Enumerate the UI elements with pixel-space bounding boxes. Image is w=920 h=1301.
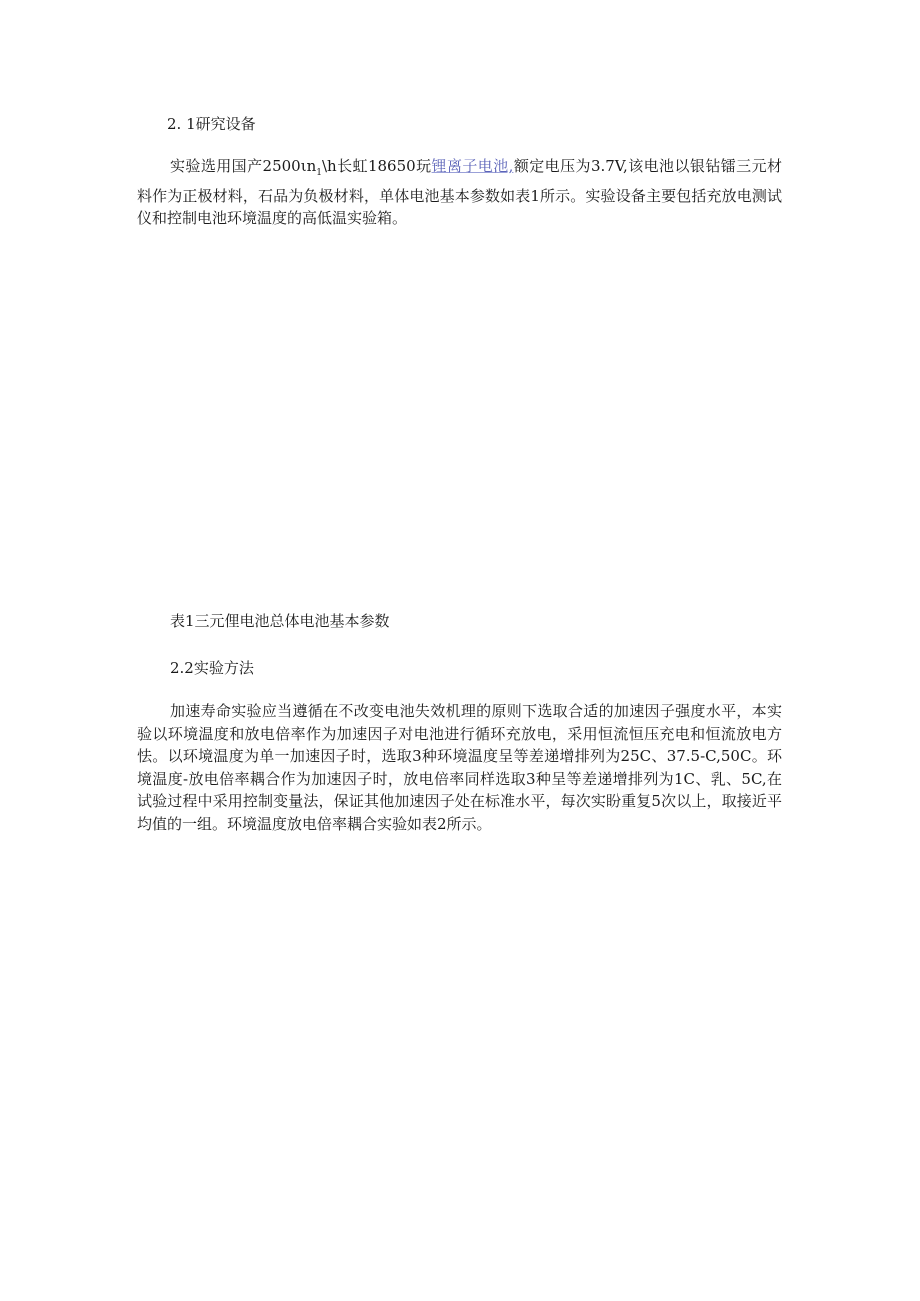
section-heading-2-1: 2. 1研究设备	[167, 115, 256, 133]
section-heading-2-2: 2.2实验方法	[170, 659, 254, 677]
paragraph-text-end: 额定电压为3.7V,该电池以银钻镭三元材料作为正极材料，石品为负极材料，单体电池基本参数如表1所示。实验设备主要包括充放电测试仪和控制电池环境温度的高低温实验箱。	[137, 157, 782, 227]
paragraph-subscript: 1	[316, 168, 322, 178]
paragraph-text-start: 实验选用国产2500ιn	[170, 157, 317, 175]
lithium-battery-link[interactable]: 锂离子电池,	[431, 157, 514, 175]
equipment-paragraph	[137, 155, 782, 230]
method-paragraph: 加速寿命实验应当遵循在不改变电池失效机理的原则下选取合适的加速因子强度水平，本实验以环境温度和放电倍率作为加速因子对电池进行循环充放电，采用恒流恒压充电和恒流放电方怯。以环境温度为单一加速因子时，选取3种环境温度呈等差递增排列为25C、37.5-C,50C。环境温度-放电倍率耦合作为加速因子时，放电倍率同样选取3种呈等差递增排列为1C、乳、5C,在试验过程中采用控制变量法，保证其他加速因子处在标准水平，每次实盼重复5次以上，取接近平均值的一组。环境温度放电倍率耦合实验如表2所示。	[137, 702, 782, 833]
paragraph-text-middle: \h长虹18650玩	[321, 157, 432, 175]
table-1-caption: 表1三元俚电池总体电池基本参数	[170, 612, 390, 630]
